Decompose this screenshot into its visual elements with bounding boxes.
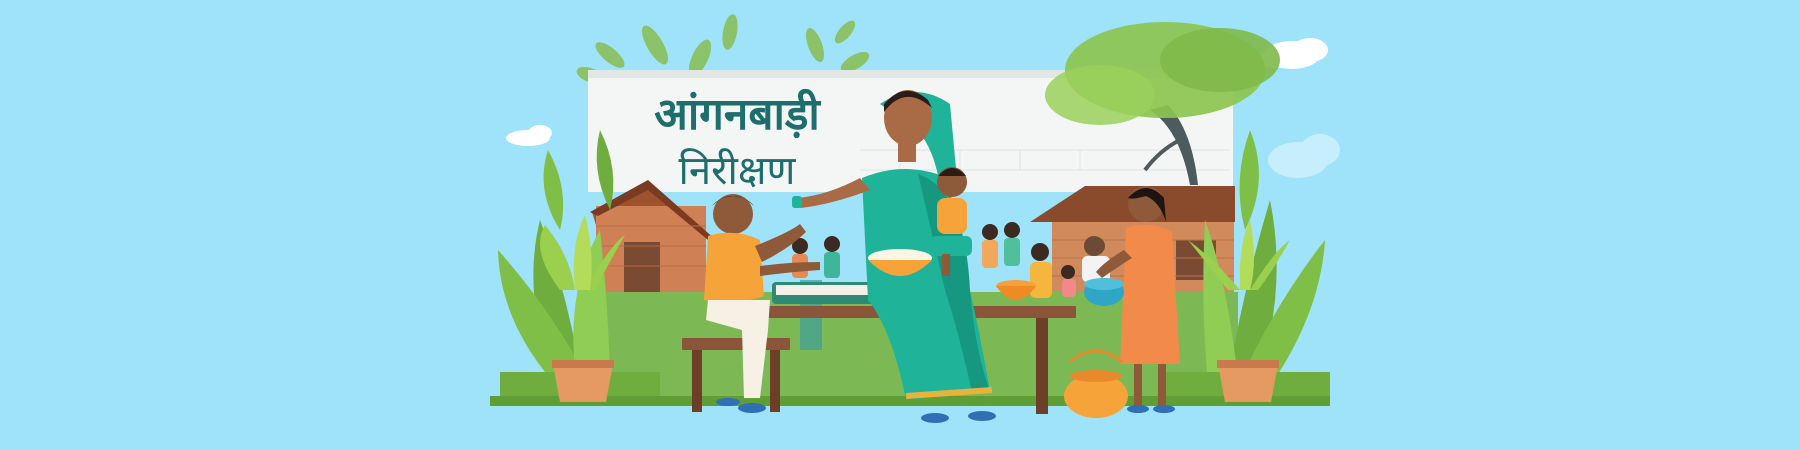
title-line-1: आंगनबाड़ी: [654, 89, 820, 140]
page-title: [612, 88, 862, 200]
title-line-2: निरीक्षण: [678, 148, 796, 194]
